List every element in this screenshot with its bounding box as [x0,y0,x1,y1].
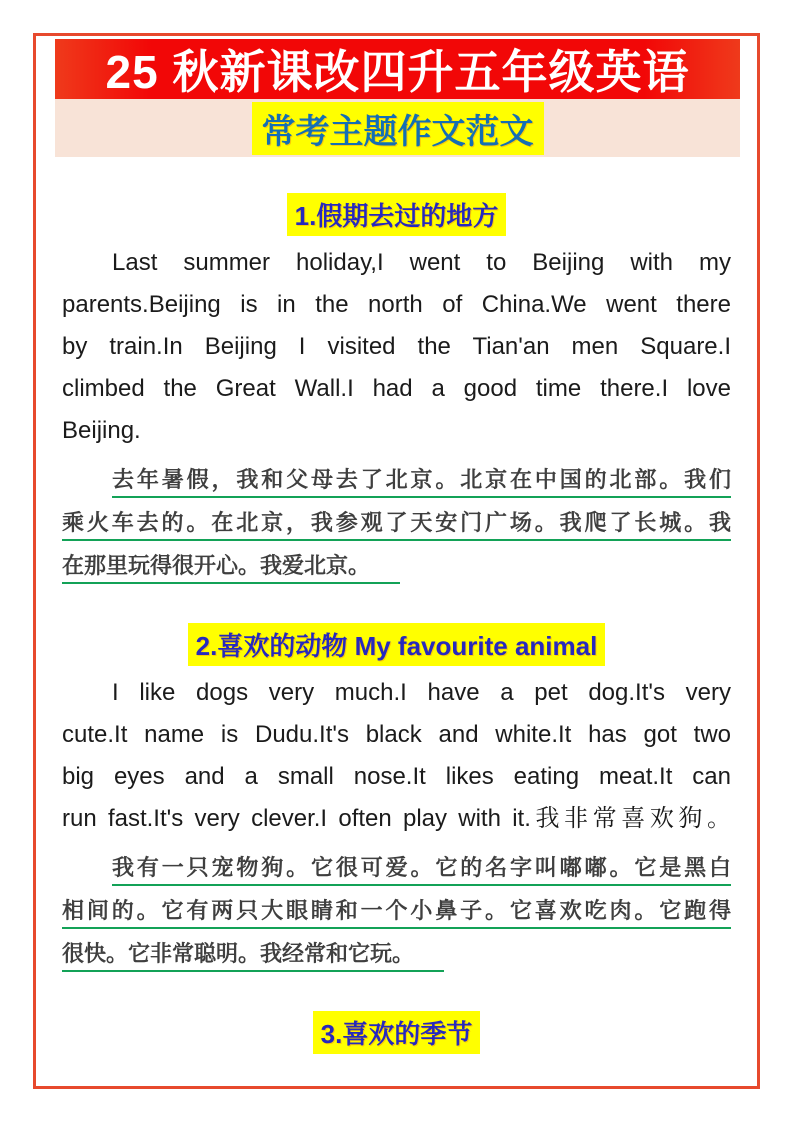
section-heading-row [62,1011,731,1054]
section-favourite-animal [62,623,731,975]
content [36,193,757,1054]
english-line: run fast.It's very clever.I often play with it.我非常喜欢狗。 [62,805,731,832]
section-heading-row [62,623,731,666]
section-1-heading: 1.假期去过的地方 [287,193,507,236]
page-subtitle: 常考主题作文范文 [252,102,544,155]
title-banner [55,39,740,99]
chinese-line [62,458,731,501]
chinese-line-underline: 很快。它非常聪明。我经常和它玩。 [62,941,444,972]
chinese-line [62,932,731,975]
chinese-line [62,544,731,587]
english-line: I like dogs very much.I have a pet dog.It's very [112,679,731,706]
section-favourite-season [62,1011,731,1054]
section-holiday-place [62,193,731,587]
section-1-english-paragraph [62,242,731,452]
english-line: climbed the Great Wall.I had a good time there.I love [62,375,731,402]
section-heading-row [62,193,731,236]
page-border-frame [33,33,760,1089]
english-line: parents.Beijing is in the north of China.We went there [62,291,731,318]
chinese-line-underline: 在那里玩得很开心。我爱北京。 [62,553,400,584]
english-line: big eyes and a small nose.It likes eating meat.It can [62,763,731,790]
chinese-line [62,846,731,889]
section-1-chinese-paragraph [62,458,731,587]
english-line: Last summer holiday,I went to Beijing with my [112,249,731,276]
section-3-heading: 3.喜欢的季节 [313,1011,481,1054]
page-title: 25 秋新课改四升五年级英语 [105,46,690,98]
section-2-heading: 2.喜欢的动物 My favourite animal [188,623,606,666]
english-line: Beijing. [62,417,141,444]
subtitle-band [55,99,740,157]
english-line: by train.In Beijing I visited the Tian'an men Square.I [62,333,731,360]
section-2-english-paragraph [62,672,731,840]
chinese-line-underline: 乘火车去的。在北京，我参观了天安门广场。我爬了长城。我 [62,510,731,541]
chinese-line [62,501,731,544]
section-2-chinese-paragraph [62,846,731,975]
chinese-line-underline: 去年暑假，我和父母去了北京。北京在中国的北部。我们 [112,467,731,498]
english-line: cute.It name is Dudu.It's black and white.It has got two [62,721,731,748]
chinese-line-underline: 我有一只宠物狗。它很可爱。它的名字叫嘟嘟。它是黑白 [112,855,731,886]
chinese-line [62,889,731,932]
chinese-line-underline: 相间的。它有两只大眼睛和一个小鼻子。它喜欢吃肉。它跑得 [62,898,731,929]
